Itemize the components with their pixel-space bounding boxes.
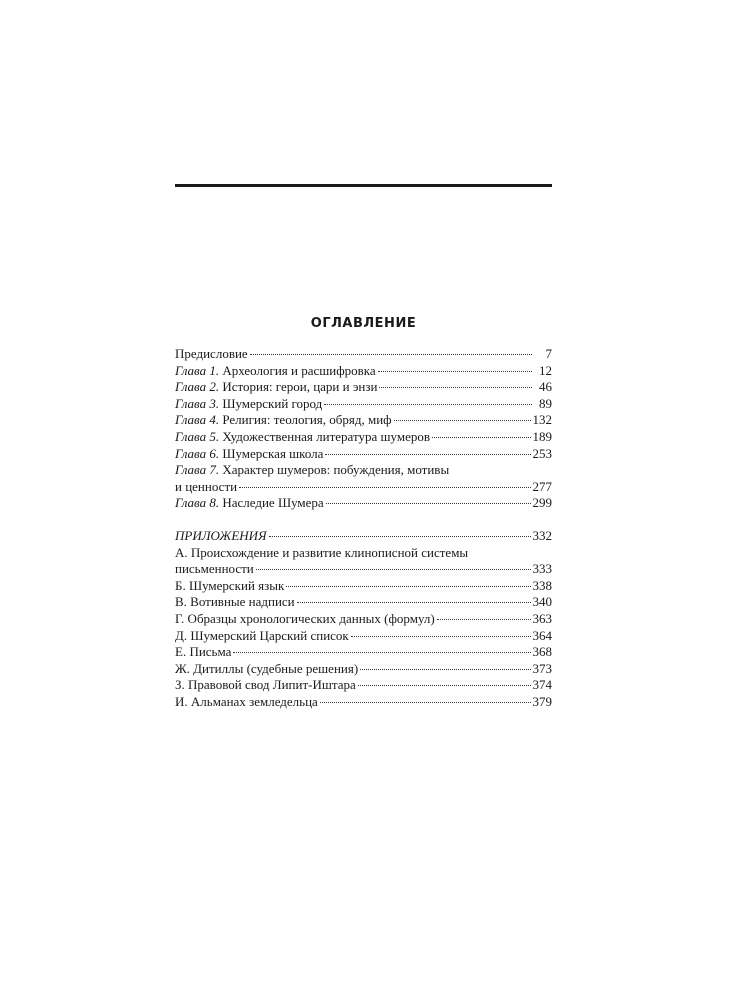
dot-leader [297,593,531,603]
dot-leader [286,577,530,587]
toc-entry-chapter-6[interactable] [175,446,552,463]
toc-entry-appendix-i[interactable] [175,694,552,711]
section-gap [175,512,552,528]
entry-title: Б. Шумерский язык [175,577,285,593]
toc-entry-preface[interactable] [175,346,552,363]
dot-leader [239,478,530,488]
entry-prefix: Глава 1. [175,362,220,378]
toc-entry-appendix-g[interactable] [175,611,552,628]
dot-leader [325,445,530,455]
entry-title: А. Происхождение и развитие клинописной системы [175,544,469,560]
toc-title: ОГЛАВЛЕНИЕ [310,316,417,331]
dot-leader [360,660,530,670]
toc-entry-appendix-a-line-2[interactable] [175,561,552,578]
page-number: 373 [532,660,552,676]
toc-entry-chapter-7-line-2[interactable] [175,479,552,496]
entry-title: Д. Шумерский Царский список [175,627,349,643]
page-number: 340 [532,594,552,610]
entry-title: История: герои, цари и энзи [222,379,378,395]
entry-title: Археология и расшифровка [222,362,376,378]
page-number: 253 [532,445,552,461]
entry-prefix: Глава 5. [175,428,220,444]
toc-entry-chapter-8[interactable] [175,495,552,512]
top-rule [175,184,552,187]
dot-leader [269,527,531,537]
entry-prefix: Глава 3. [175,395,220,411]
entry-prefix: Глава 7. [175,462,220,478]
toc-entry-appendix-zh[interactable] [175,661,552,678]
entry-title: Шумерская школа [222,445,324,461]
dot-leader [233,643,530,653]
page-number: 374 [532,677,552,693]
entry-title: Наследие Шумера [222,495,324,511]
toc-entry-chapter-5[interactable] [175,429,552,446]
dot-leader [250,345,532,355]
dot-leader [432,428,531,438]
toc-entry-chapter-1[interactable] [175,363,552,380]
page-number: 338 [532,577,552,593]
dot-leader [379,378,532,388]
dot-leader [256,560,531,570]
entry-title: И. Альманах земледельца [175,693,318,709]
toc-entry-appendix-e[interactable] [175,644,552,661]
dot-leader [324,395,532,405]
toc-entry-chapter-2[interactable] [175,379,552,396]
entry-title: З. Правовой свод Липит-Иштара [175,677,356,693]
entry-title: Характер шумеров: побуждения, мотивы [222,462,450,478]
toc-entry-chapter-4[interactable] [175,412,552,429]
page-number: 333 [532,561,552,577]
toc-entry-appendix-a-line-1[interactable] [175,545,552,562]
dot-leader [326,494,531,504]
entry-prefix: Глава 4. [175,412,220,428]
dot-leader [437,610,531,620]
page-number: 332 [532,527,552,543]
dot-leader [358,676,531,686]
toc-entry-appendix-v[interactable] [175,594,552,611]
page-number: 7 [545,346,552,361]
entry-title: Шумерский город [222,395,323,411]
dot-leader [320,693,531,703]
entry-title: Предисловие [175,346,248,361]
entry-title: Ж. Дитиллы (судебные решения) [175,660,359,676]
entry-prefix: Глава 6. [175,445,220,461]
entry-prefix: Глава 8. [175,495,220,511]
toc-entry-appendix-b[interactable] [175,578,552,595]
page-number: 189 [532,428,552,444]
page-number: 132 [532,412,552,428]
page-number: 299 [532,495,552,511]
toc-entry-chapter-7-line-1[interactable] [175,462,552,479]
toc-entry-appendices[interactable] [175,528,552,545]
page-number: 364 [532,627,552,643]
entry-title-continuation: и ценности [175,478,238,494]
dot-leader [378,362,532,372]
entry-title: Художественная литература шумеров [222,428,430,444]
toc-entry-chapter-3[interactable] [175,396,552,413]
entry-title: Е. Письма [175,644,232,660]
dot-leader [394,411,531,421]
page-number: 46 [539,379,552,395]
table-of-contents [175,346,552,710]
entry-prefix: Глава 2. [175,379,220,395]
toc-entry-appendix-d[interactable] [175,628,552,645]
page-number: 379 [532,693,552,709]
toc-entry-appendix-z[interactable] [175,677,552,694]
entry-title: Религия: теология, обряд, миф [222,412,392,428]
page-number: 89 [539,395,552,411]
entry-title: Г. Образцы хронологических данных (формул) [175,610,435,626]
entry-title: В. Вотивные надписи [175,594,295,610]
page-number: 277 [532,478,552,494]
entry-title-continuation: письменности [175,561,254,577]
page-number: 12 [539,362,552,378]
page-number: 368 [532,644,552,660]
dot-leader [351,627,531,637]
page-number: 363 [532,610,552,626]
appendix-heading: ПРИЛОЖЕНИЯ [175,527,267,543]
